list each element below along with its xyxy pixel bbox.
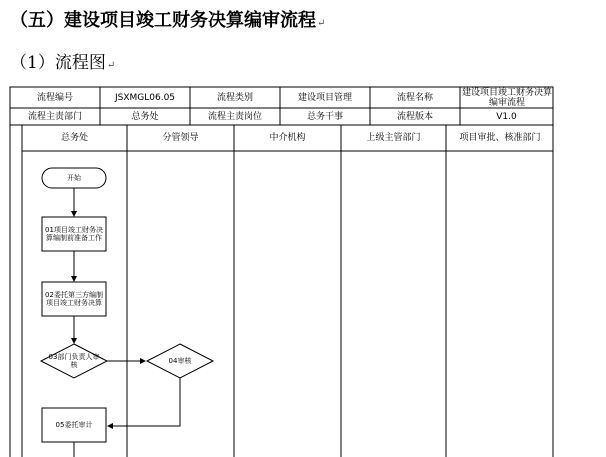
lane-header-general-affairs: 总务处 [60,133,88,143]
lane-header-approval-dept: 项目审批、核准部门 [459,133,541,143]
step-04-label: 04审核 [168,357,192,365]
value-owner-dept: 总务处 [131,111,159,122]
section-subheading: （1）流程图↵ [10,53,116,73]
step-03-label: 03部门负责人审核 [48,353,100,369]
page-heading: （五）建设项目竣工财务决算编审流程↵ [10,10,326,31]
paragraph-mark: ↵ [106,60,116,71]
label-version: 流程版本 [396,111,433,122]
lane-header-agency: 中介机构 [269,133,306,143]
value-process-category: 建设项目管理 [297,92,352,103]
lane-header-superior-dept: 上级主管部门 [366,133,421,143]
value-process-id: JSXMGL06.05 [114,92,176,103]
value-process-name: 建设项目竣工财务决算编审流程 [462,87,552,108]
start-label: 开始 [67,174,81,182]
label-process-id: 流程编号 [36,92,73,103]
value-version: V1.0 [496,111,517,122]
lane-header-leader: 分管领导 [162,133,199,143]
label-owner-post: 流程主责岗位 [207,111,262,122]
step-02-label: 02委托第三方编制项目竣工财务决算 [45,291,103,307]
value-owner-post: 总务干事 [306,111,343,122]
step-05-label: 05委托审计 [55,421,93,429]
step-01-label: 01项目竣工财务决算编制前准备工作 [45,226,103,242]
paragraph-mark: ↵ [317,18,326,29]
label-process-category: 流程类别 [216,92,253,103]
label-owner-dept: 流程主责部门 [27,111,82,122]
label-process-name: 流程名称 [396,92,433,103]
